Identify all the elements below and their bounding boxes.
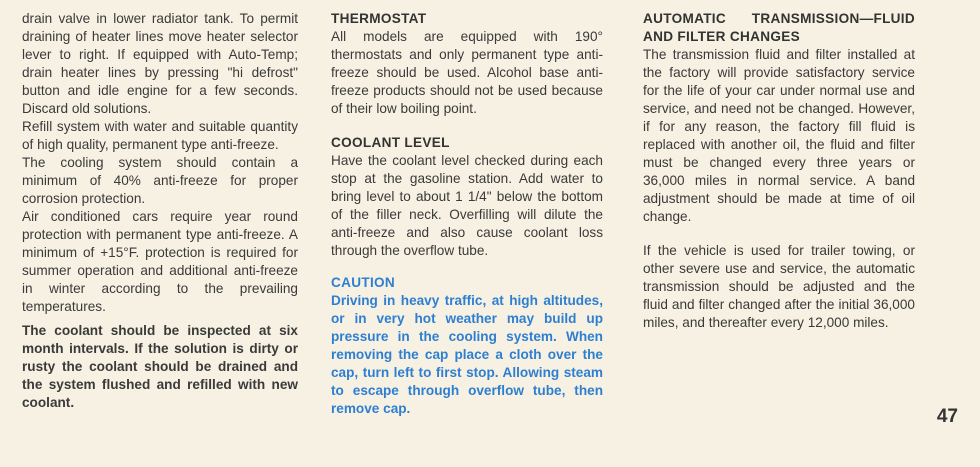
air-conditioned-paragraph: Air conditioned cars require year round protection with permanent type anti-freeze. A minimum of +15°F. protection is required for summer operation and additional anti-freeze in winter according to the prevailing temperatures.: [22, 209, 298, 314]
coolant-level-paragraph: Have the coolant level checked during each stop at the gasoline station. Add water to bring level to about 1 1/4" below the bottom of the filler neck. Overfilling will dilute the anti-freeze and also cause coolant loss through the overflow tube.: [331, 153, 603, 258]
inspection-paragraph: The coolant should be inspected at six month intervals. If the solution is dirty or rusty the coolant should be drained and the system flushed and refilled with new coolant.: [22, 323, 298, 410]
column-left: [22, 10, 298, 412]
transmission-heading: AUTOMATIC TRANSMISSION—FLUID AND FILTER CHANGES: [643, 11, 915, 44]
column-middle: [331, 10, 603, 418]
coolant-level-heading: COOLANT LEVEL: [331, 135, 450, 150]
thermostat-paragraph: All models are equipped with 190° thermostats and only permanent type anti-freeze should be used. Alcohol base anti-freeze products should not be used because of their low boiling point.: [331, 29, 603, 116]
refill-paragraph: Refill system with water and suitable quantity of high quality, permanent type anti-freeze.: [22, 119, 298, 152]
column-right: [643, 10, 915, 332]
caution-paragraph: Driving in heavy traffic, at high altitudes, or in very hot weather may build up pressure in the cooling system. When removing the cap place a cloth over the cap, turn left to first stop. Allowing steam to escape through overflow tube, then remove cap.: [331, 293, 603, 416]
antifreeze-minimum-paragraph: The cooling system should contain a minimum of 40% anti-freeze for proper corrosion protection.: [22, 155, 298, 206]
page-number: 47: [936, 406, 958, 427]
transmission-fluid-paragraph: The transmission fluid and filter installed at the factory will provide satisfactory service for the life of your car under normal use and service, and need not be changed. However, if for any reason, the factory fill fluid is replaced with another oil, the fluid and filter must be changed every three years or 36,000 miles in normal service. A band adjustment should be made at time of oil change.: [643, 47, 915, 224]
trailer-towing-paragraph: If the vehicle is used for trailer towing, or other severe use and service, the automatic transmission should be adjusted and the fluid and filter changed after the initial 36,000 miles, and thereafter every 12,000 miles.: [643, 243, 915, 330]
thermostat-heading: THERMOSTAT: [331, 11, 427, 26]
drain-valve-paragraph: drain valve in lower radiator tank. To permit draining of heater lines move heater selector lever to right. If equipped with Auto-Temp; drain heater lines by pressing "hi defrost" button and idle engine for a few seconds. Discard old solutions.: [22, 11, 298, 116]
caution-heading: CAUTION: [331, 275, 396, 290]
